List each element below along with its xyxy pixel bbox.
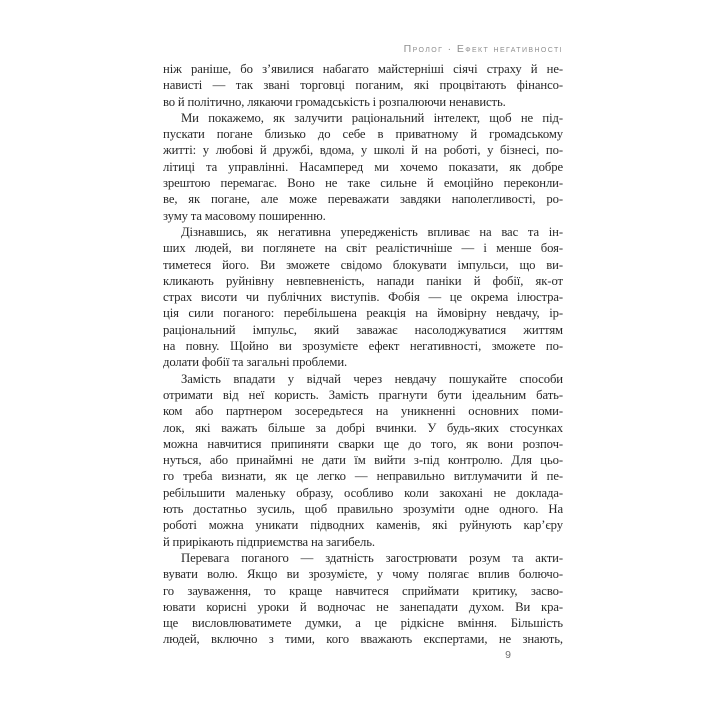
text-line: во й політично, лякаючи громадськість і розпалюючи ненависть.: [163, 94, 506, 109]
text-line: нуться, або принаймні не дати їм вийти з-під контролю. Для цьо-: [163, 453, 563, 468]
text-line: літиці та управлінні. Насамперед ми хочемо показати, як добре: [163, 159, 563, 174]
text-line: зуму та масовому поширенню.: [163, 208, 326, 223]
text-line: житті: у любові й дружбі, вдома, у школі й на роботі, у бізнесі, по-: [163, 143, 563, 158]
text-line: й прирікають підприємства на загибель.: [163, 534, 375, 549]
text-line: отримати від неї користь. Замість прагнути бути ідеальним бать-: [163, 387, 563, 402]
text-block: [163, 61, 563, 648]
text-line: нависті — так звані торговці поганим, які процвітають фінансо-: [163, 78, 563, 93]
text-line: Дізнавшись, як негативна упередженість впливає на вас та ін-: [181, 224, 563, 239]
text-line: ція сили поганого: перебільшена реакція на ймовірну невдачу, ір-: [163, 306, 563, 321]
text-line: ребільшити маленьку образу, особливо коли закохані не доклада-: [163, 485, 563, 500]
text-line: Ми покажемо, як залучити раціональний інтелект, щоб не під-: [181, 110, 563, 125]
text-line: вувати волю. Якщо ви зрозумієте, у чому полягає вплив болючо-: [163, 567, 563, 582]
text-line: можна навчитися припиняти сварки ще до того, як вони розпоч-: [163, 436, 563, 451]
text-line: ють достатньо зусиль, щоб правильно зрозуміти одне одного. На: [163, 502, 563, 517]
text-line: на повну. Щойно ви зрозумієте ефект негативності, зможете по-: [163, 339, 563, 354]
text-line: роботі можна уникати підводних каменів, які руйнують кар’єру: [163, 518, 563, 533]
text-line: ювати корисні уроки й водночас не занепадати духом. Ви кра-: [163, 599, 563, 614]
text-line: го зауваження, то краще навчитеся сприймати критику, засво-: [163, 583, 563, 598]
text-line: ніж раніше, бо з’явилися набагато майстерніші сіячі страху й не-: [163, 62, 563, 76]
text-line: кликають руйнівну невпевненість, напади паніки й фобії, як-от: [163, 273, 563, 288]
text-line: ших людей, ви поглянете на світ реалістичніше — і менше боя-: [163, 241, 563, 256]
text-line: раціональний імпульс, який заважає насолоджуватися життям: [163, 322, 563, 337]
text-line: ще висловлюватимете думки, а це рідкісне вміння. Більшість: [163, 616, 563, 631]
text-line: людей, включно з тими, кого вважають експертами, не знають,: [163, 632, 563, 647]
text-line: ве, як погане, але може переважати завдяки наполегливості, ро-: [163, 192, 563, 207]
text-line: ком або партнером зосередьтеся на уникненні основних поми-: [163, 404, 563, 419]
text-line: страх висоти чи публічних виступів. Фобія — це окрема ілюстра-: [163, 290, 563, 305]
text-line: го треба визнати, як це легко — неправильно витлумачити й пе-: [163, 469, 563, 484]
text-line: долати фобії та загальні проблеми.: [163, 355, 348, 370]
text-line: лок, які важать більше за добрі вчинки. У будь-яких стосунках: [163, 420, 563, 435]
running-header: Пролог · Ефект негативності: [403, 43, 563, 55]
page-number: 9: [505, 649, 511, 661]
text-line: Перевага поганого — здатність загострювати розум та акти-: [181, 550, 563, 565]
text-line: зрештою перемагає. Воно не таке сильне й емоційно переконли-: [163, 176, 563, 191]
text-line: тиметеся його. Ви зможете свідомо блокувати імпульси, що ви-: [163, 257, 563, 272]
text-line: Замість впадати у відчай через невдачу пошукайте способи: [181, 371, 563, 386]
text-line: пускати погане близько до себе в приватному й громадському: [163, 127, 563, 142]
